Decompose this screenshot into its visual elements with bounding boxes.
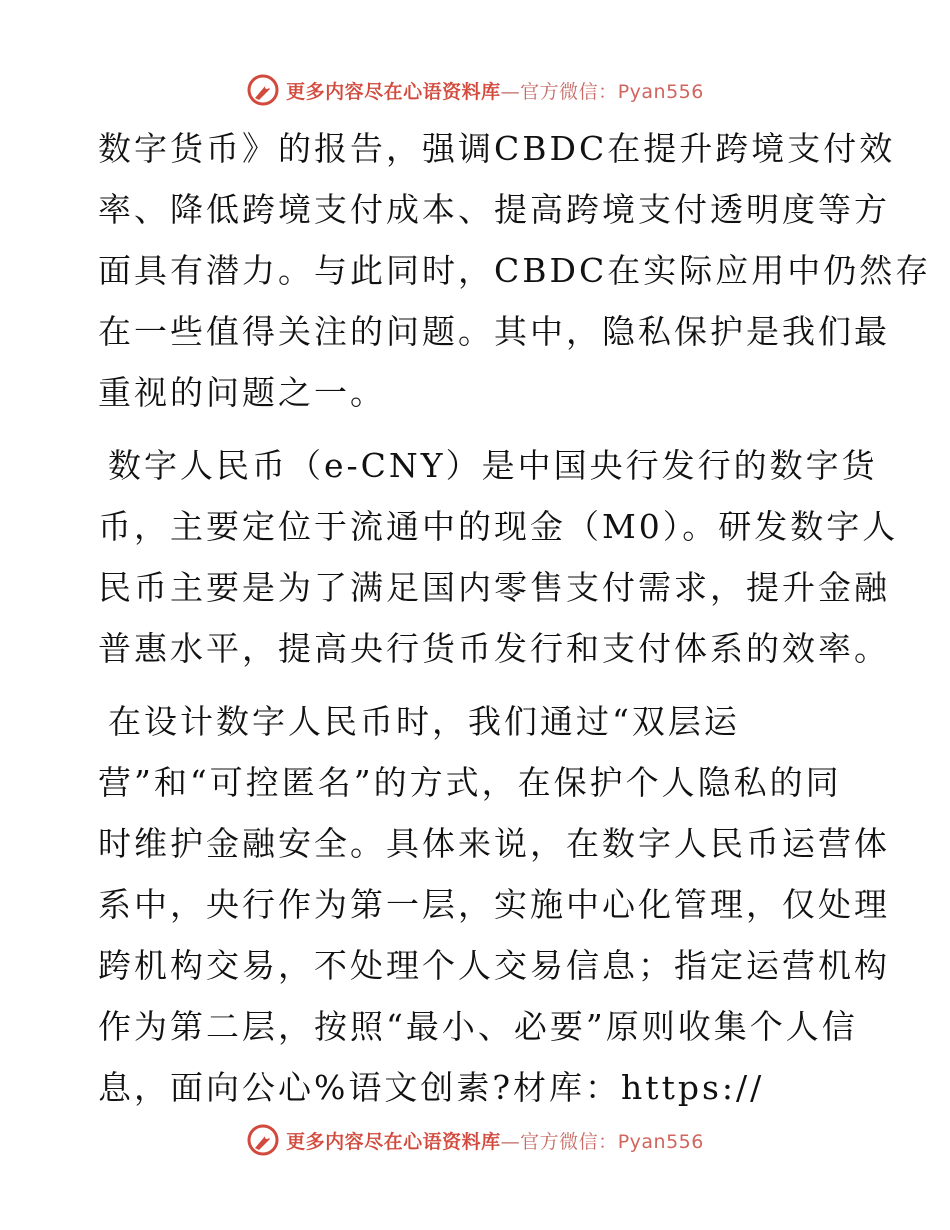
text-line: 营”和“可控匿名”的方式，在保护个人隐私的同: [98, 763, 842, 802]
watermark-text: [286, 1127, 704, 1154]
watermark-text: [286, 77, 704, 104]
text-line: 时维护金融安全。具体来说，在数字人民币运营体: [98, 824, 890, 863]
pen-nib-logo-icon: [246, 73, 280, 107]
text-line: 在设计数字人民币时，我们通过“双层运: [108, 702, 740, 741]
text-line: 系中，央行作为第一层，实施中心化管理，仅处理: [98, 885, 890, 924]
text-line: 数字货币》的报告，强调CBDC在提升跨境支付效: [98, 129, 896, 168]
text-line: 数字人民币（e-CNY）是中国央行发行的数字货: [108, 446, 878, 485]
paragraph-ecny-design: [98, 691, 890, 1118]
text-line: 率、降低跨境支付成本、提高跨境支付透明度等方: [98, 190, 890, 229]
watermark-wechat-id: Pyan556: [617, 80, 704, 103]
document-body: [98, 118, 932, 1118]
text-line: 重视的问题之一。: [98, 373, 386, 412]
text-line: 跨机构交易，不处理个人交易信息；指定运营机构: [98, 946, 890, 985]
watermark-dash: —: [500, 80, 521, 103]
watermark-label: 官方微信：: [520, 1130, 618, 1153]
watermark-wechat-id: Pyan556: [617, 1130, 704, 1153]
text-line: 作为第二层，按照“最小、必要”原则收集个人信: [98, 1007, 858, 1046]
pen-nib-logo-icon: [246, 1123, 280, 1157]
watermark-site: 更多内容尽在心语资料库: [286, 1130, 501, 1153]
paragraph-ecny-definition: [98, 435, 899, 679]
watermark-label: 官方微信：: [520, 80, 618, 103]
watermark-site: 更多内容尽在心语资料库: [286, 80, 501, 103]
paragraph-cbdc-report: [98, 118, 932, 423]
footer-watermark: [0, 1120, 950, 1160]
text-line: 在一些值得关注的问题。其中，隐私保护是我们最: [98, 312, 890, 351]
text-line: 民币主要是为了满足国内零售支付需求，提升金融: [98, 568, 890, 607]
text-line: 面具有潜力。与此同时，CBDC在实际应用中仍然存: [98, 251, 932, 290]
text-line: 币，主要定位于流通中的现金（M0）。研发数字人: [98, 507, 899, 546]
text-line: 普惠水平，提高央行货币发行和支付体系的效率。: [98, 629, 890, 668]
header-watermark: [0, 70, 950, 110]
watermark-dash: —: [500, 1130, 521, 1153]
text-line: 息，面向公心%语文创素?材库：https://: [98, 1068, 765, 1107]
